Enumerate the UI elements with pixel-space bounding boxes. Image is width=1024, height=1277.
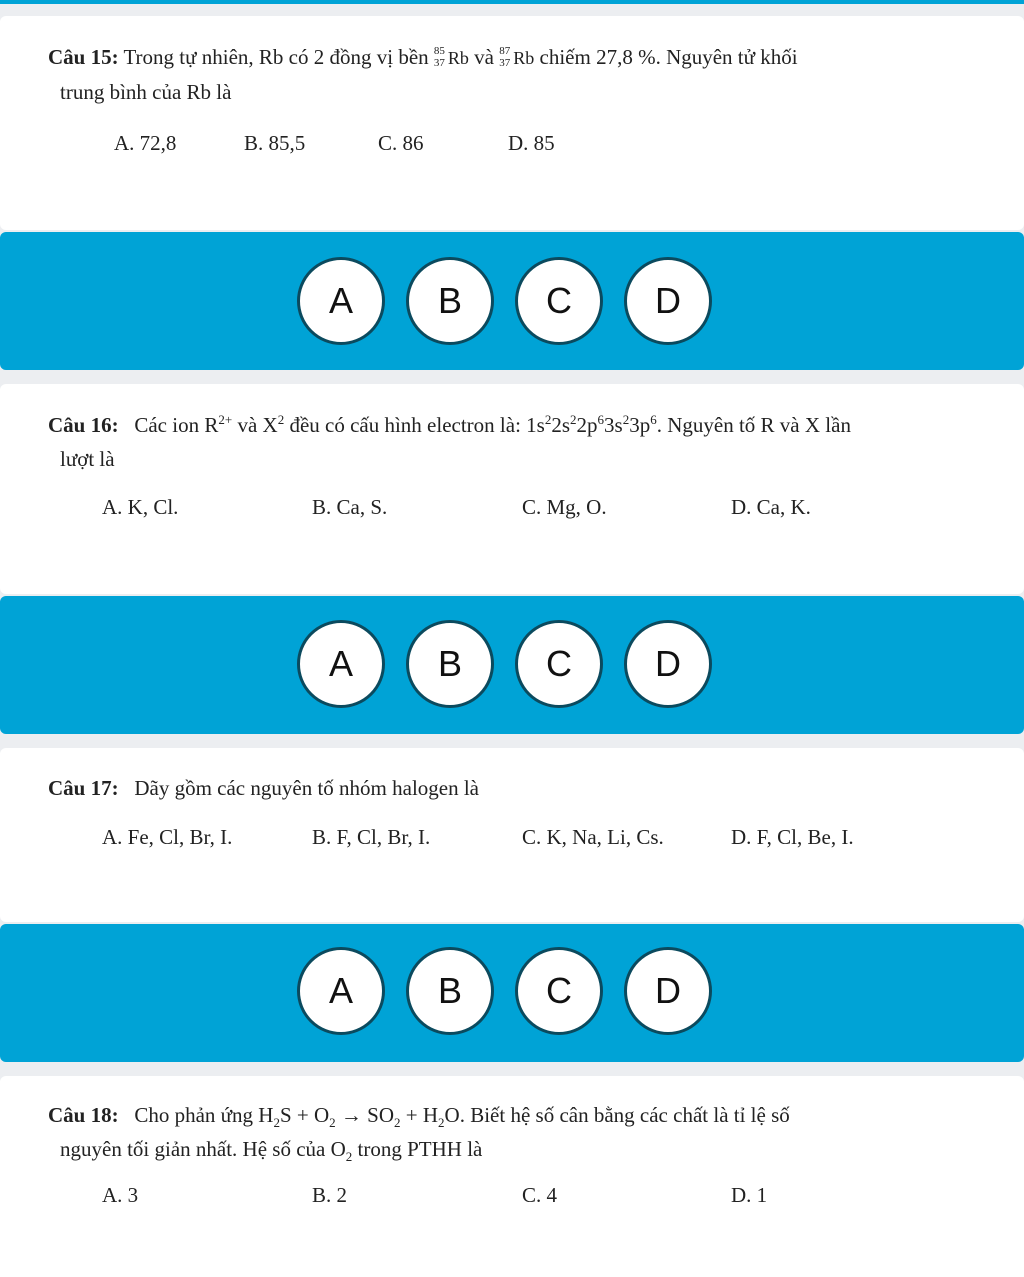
option-b: B. F, Cl, Br, I.: [312, 825, 431, 849]
top-accent-bar: [0, 0, 1024, 4]
answer-panel-17: [0, 924, 1024, 1062]
option-a: A. K, Cl.: [102, 495, 179, 519]
question-label: Câu 18:: [48, 1103, 119, 1127]
option-a: A. 72,8: [114, 131, 177, 155]
answer-panel-16: [0, 596, 1024, 734]
option-a: A. 3: [102, 1183, 139, 1207]
question-card-18: [0, 1076, 1024, 1277]
answer-button-d[interactable]: D: [624, 257, 712, 345]
question-text-part: . Nguyên tố R và X lần: [656, 413, 851, 437]
question-text-part: Dãy gồm các nguyên tố nhóm halogen là: [134, 776, 479, 800]
option-b: B. Ca, S.: [312, 495, 388, 519]
answer-button-a[interactable]: A: [297, 620, 385, 708]
answer-panel-15: [0, 232, 1024, 370]
answer-button-d[interactable]: D: [624, 947, 712, 1035]
question-text: Câu 16: Các ion $R^{2+}$ và $X^2$ đều có cấu hình electron là: $1s^22s^22p^63s^23p^6$. Nguyên tố R và X lần lượt là: [48, 412, 851, 471]
answer-button-a[interactable]: A: [297, 947, 385, 1035]
option-b: B. 85,5: [244, 131, 306, 155]
answer-button-b[interactable]: B: [406, 620, 494, 708]
answer-button-d[interactable]: D: [624, 620, 712, 708]
question-text-part: trung bình của Rb là: [60, 80, 232, 104]
question-text: Câu 18: Cho phản ứng $H_2S + O_2 \to SO_2 + H_2O$. Biết hệ số cân bằng các chất là tỉ lệ số nguyên tối giản nhất. Hệ số của $O_2$ trong PTHH là: [48, 1103, 790, 1165]
option-b: B. 2: [312, 1183, 348, 1207]
question-label: Câu 15:: [48, 45, 119, 69]
option-c: C. 86: [378, 131, 424, 155]
answer-button-b[interactable]: B: [406, 257, 494, 345]
option-a: A. Fe, Cl, Br, I.: [102, 825, 233, 849]
question-card-15: [0, 16, 1024, 230]
isotope-87: 87 37: [499, 45, 511, 70]
question-text: [48, 40, 984, 109]
option-c: C. Mg, O.: [522, 495, 607, 519]
charge-superscript: 2+: [218, 412, 233, 427]
answer-button-c[interactable]: C: [515, 620, 603, 708]
question-text: [48, 771, 984, 805]
question-label: Câu 16:: [48, 413, 119, 437]
answer-button-b[interactable]: B: [406, 947, 494, 1035]
question-card-17: [0, 748, 1024, 922]
option-c: C. K, Na, Li, Cs.: [522, 825, 664, 849]
question-text-part: Trong tự nhiên, Rb có 2 đồng vị bền: [123, 45, 429, 69]
option-d: D. 1: [731, 1183, 768, 1207]
question-text-part: đều có cấu hình electron là: 1s: [289, 413, 545, 437]
question-text-part: và X: [237, 413, 278, 437]
answer-button-c[interactable]: C: [515, 947, 603, 1035]
question-text-part: lượt là: [60, 447, 115, 471]
isotope-symbol: Rb: [447, 48, 469, 68]
charge-superscript: 2: [277, 412, 285, 427]
question-card-16: [0, 384, 1024, 594]
conjunction: và: [474, 45, 494, 69]
question-label: Câu 17:: [48, 776, 119, 800]
question-text-part: Các ion R: [134, 413, 219, 437]
option-d: D. 85: [508, 131, 555, 155]
isotope-symbol: Rb: [513, 48, 535, 68]
isotope-85: 85 37: [433, 45, 445, 70]
answer-button-a[interactable]: A: [297, 257, 385, 345]
answer-button-c[interactable]: C: [515, 257, 603, 345]
option-d: D. Ca, K.: [731, 495, 811, 519]
option-d: D. F, Cl, Be, I.: [731, 825, 854, 849]
option-c: C. 4: [522, 1183, 558, 1207]
question-text-part: chiếm 27,8 %. Nguyên tử khối: [539, 45, 798, 69]
